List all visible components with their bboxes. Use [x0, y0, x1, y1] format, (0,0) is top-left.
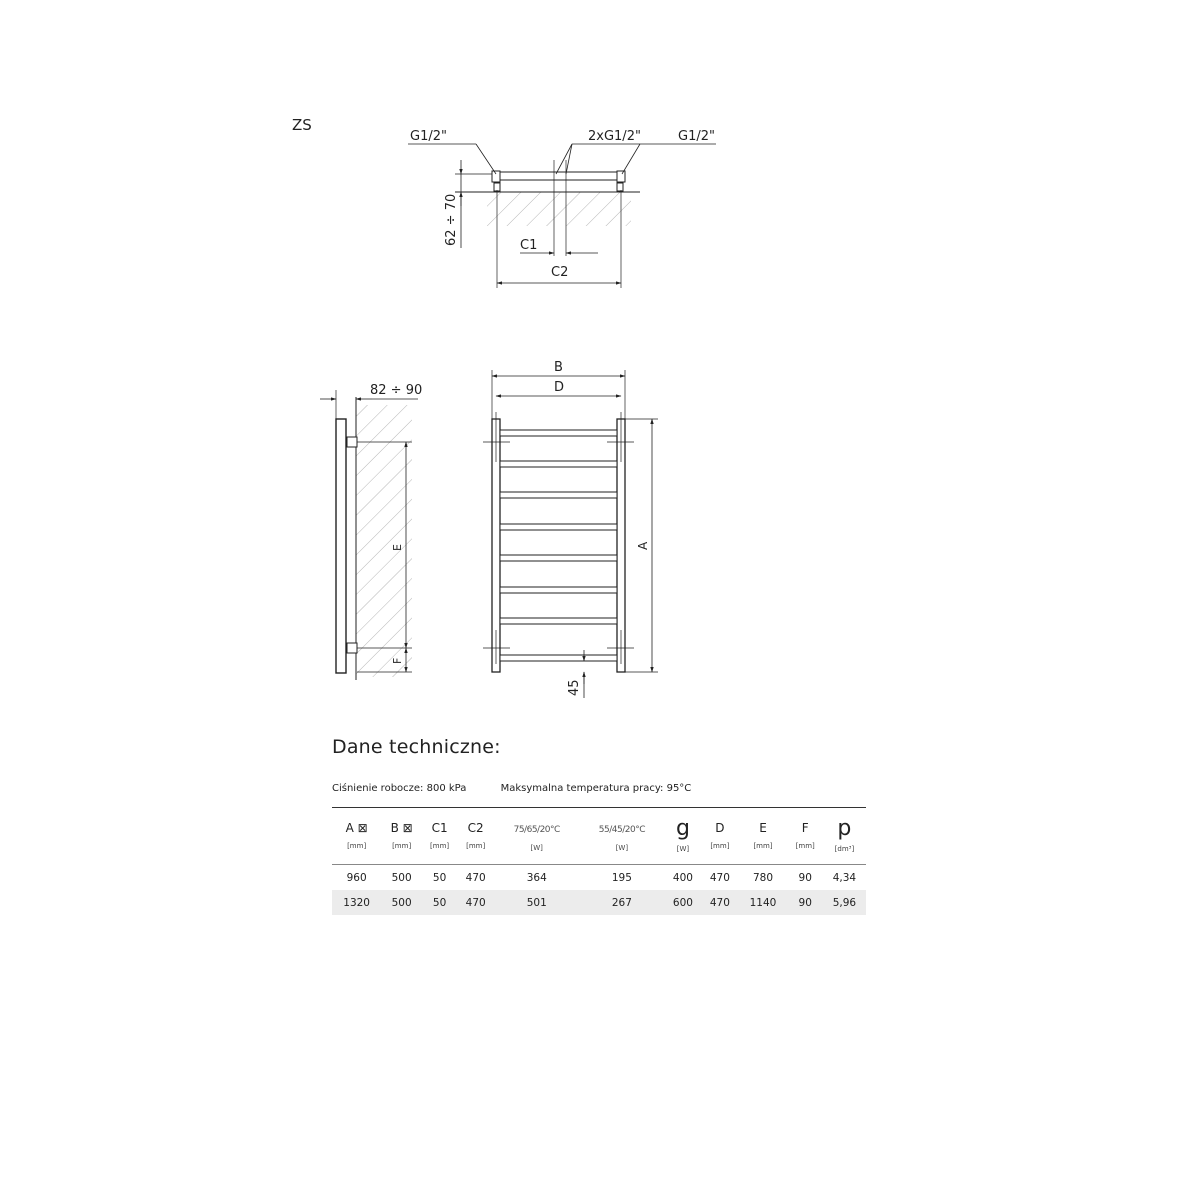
column-unit: [mm]	[795, 842, 815, 850]
bottom-offset-label: 45	[567, 679, 582, 696]
table-cell: 400	[672, 871, 693, 884]
column-label: g	[675, 816, 690, 841]
column-label: B ⊠	[390, 821, 413, 835]
table-cell: 470	[701, 890, 738, 915]
center-connection-label: 2xG1/2"	[588, 129, 641, 144]
technical-data-title: Dane techniczne:	[332, 736, 501, 758]
table-cell: 470	[709, 871, 730, 884]
column-unit: [W]	[615, 844, 629, 852]
table-row	[332, 890, 866, 915]
table-cell: 470	[465, 871, 486, 884]
column-header	[457, 808, 494, 865]
table-row	[332, 865, 866, 891]
column-label: F	[801, 821, 809, 835]
max-temperature: Maksymalna temperatura pracy: 95°C	[500, 783, 692, 794]
table-cell: 1140	[738, 890, 787, 915]
table-cell: 600	[664, 890, 701, 915]
side-view	[320, 383, 422, 680]
table-cell: 50	[422, 890, 457, 915]
table-cell: 90	[798, 871, 812, 884]
left-connection-label: G1/2"	[410, 129, 447, 144]
b-label: B	[554, 360, 563, 375]
column-label: A ⊠	[345, 821, 368, 835]
table-cell: 501	[494, 890, 579, 915]
column-label: D	[715, 821, 725, 835]
table-cell: 470	[457, 890, 494, 915]
technical-data-table	[332, 807, 866, 915]
column-label: C1	[431, 821, 448, 835]
column-header	[701, 808, 738, 865]
table-cell: 1320	[332, 890, 381, 915]
column-header	[332, 808, 381, 865]
table-cell: 90	[788, 890, 823, 915]
column-unit: [mm]	[710, 842, 730, 850]
rungs	[500, 430, 617, 661]
d-label: D	[554, 380, 565, 395]
e-label: E	[391, 544, 404, 551]
operating-parameters	[332, 783, 722, 794]
column-unit: [mm]	[466, 842, 486, 850]
wall-distance-label: 62 ÷ 70	[444, 193, 459, 246]
column-header	[494, 808, 579, 865]
column-unit: [W]	[676, 845, 690, 853]
table-cell: 500	[391, 871, 412, 884]
front-view	[483, 360, 658, 698]
table-header-row	[332, 808, 866, 865]
column-header	[738, 808, 787, 865]
table-cell: 4,34	[832, 871, 857, 884]
a-label: A	[636, 541, 650, 550]
c2-label: C2	[551, 265, 569, 280]
table-cell: 267	[579, 890, 664, 915]
column-header	[664, 808, 701, 865]
depth-label: 82 ÷ 90	[370, 383, 423, 398]
table-cell: 960	[346, 871, 367, 884]
column-header	[788, 808, 823, 865]
top-view	[408, 129, 716, 288]
table-cell: 5,96	[823, 890, 866, 915]
right-connection-label: G1/2"	[678, 129, 715, 144]
table-cell: 195	[611, 871, 632, 884]
column-header	[422, 808, 457, 865]
c1-label: C1	[520, 238, 538, 253]
column-header	[579, 808, 664, 865]
working-pressure: Ciśnienie robocze: 800 kPa	[332, 783, 467, 794]
column-label: C2	[467, 821, 484, 835]
column-unit: [W]	[530, 844, 543, 852]
column-unit: [dm³]	[834, 845, 855, 853]
table-cell: 364	[526, 871, 547, 884]
column-label: E	[759, 821, 767, 835]
model-label: ZS	[292, 116, 312, 134]
f-label: F	[391, 657, 404, 664]
table-cell: 780	[752, 871, 774, 884]
column-unit: [mm]	[347, 842, 367, 850]
column-label: 75/65/20°C	[513, 825, 560, 835]
column-header	[823, 808, 866, 865]
table-cell: 50	[432, 871, 447, 884]
column-header	[381, 808, 422, 865]
column-unit: [mm]	[753, 842, 773, 850]
column-label: p	[837, 816, 852, 841]
table-cell: 500	[381, 890, 422, 915]
column-label: 55/45/20°C	[598, 825, 645, 835]
column-unit: [mm]	[430, 842, 450, 850]
column-unit: [mm]	[392, 842, 412, 850]
